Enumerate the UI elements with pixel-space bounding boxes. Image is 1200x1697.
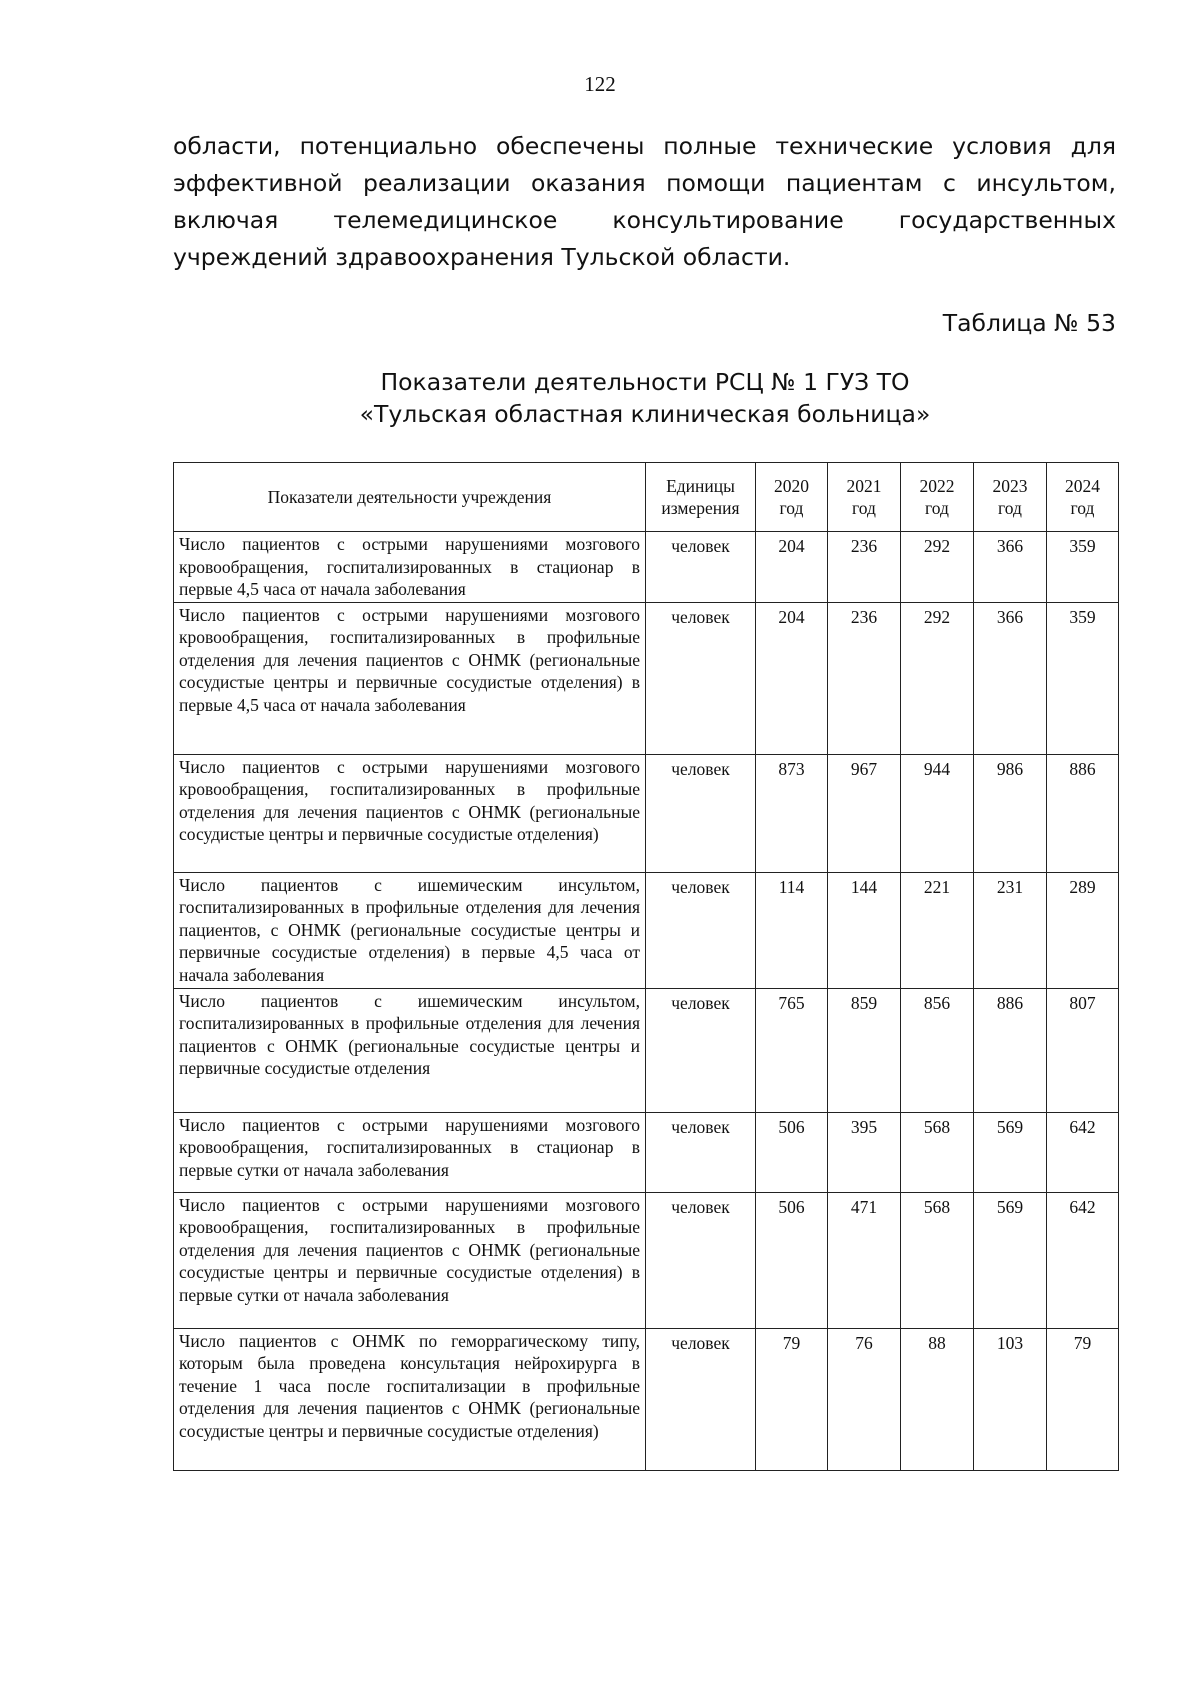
value-cell-2022: 292 — [901, 602, 974, 754]
unit-cell: человек — [646, 754, 756, 872]
value-cell-2021: 236 — [828, 602, 901, 754]
unit-cell: человек — [646, 602, 756, 754]
header-indicator: Показатели деятельности учреждения — [174, 463, 646, 532]
header-year-2024 — [1047, 463, 1119, 532]
value-cell-2020: 506 — [756, 1192, 828, 1328]
value-cell-2024: 359 — [1047, 532, 1119, 603]
table-row — [174, 1112, 1119, 1192]
value-cell-2023: 103 — [974, 1328, 1047, 1470]
value-cell-2021: 76 — [828, 1328, 901, 1470]
value-cell-2022: 88 — [901, 1328, 974, 1470]
table-row — [174, 1328, 1119, 1470]
header-unit-line-1: Единицы — [666, 475, 735, 496]
table-title-line-1: Показатели деятельности РСЦ № 1 ГУЗ ТО — [380, 368, 910, 396]
header-year-suffix: год — [852, 498, 876, 518]
header-year-value: 2023 — [992, 475, 1028, 496]
value-cell-2022: 856 — [901, 988, 974, 1112]
table-title-line-2: «Тульская областная клиническая больница» — [359, 400, 931, 428]
value-cell-2023: 569 — [974, 1112, 1047, 1192]
table-row — [174, 532, 1119, 603]
unit-cell: человек — [646, 1112, 756, 1192]
table-title — [0, 366, 1200, 430]
value-cell-2021: 859 — [828, 988, 901, 1112]
header-year-value: 2022 — [919, 475, 955, 496]
header-year-2023 — [974, 463, 1047, 532]
header-unit — [646, 463, 756, 532]
value-cell-2022: 221 — [901, 872, 974, 988]
value-cell-2023: 231 — [974, 872, 1047, 988]
value-cell-2024: 886 — [1047, 754, 1119, 872]
value-cell-2020: 765 — [756, 988, 828, 1112]
header-year-value: 2024 — [1065, 475, 1100, 496]
value-cell-2021: 471 — [828, 1192, 901, 1328]
value-cell-2020: 114 — [756, 872, 828, 988]
unit-cell: человек — [646, 1192, 756, 1328]
value-cell-2023: 366 — [974, 532, 1047, 603]
header-year-suffix: год — [1070, 498, 1095, 518]
unit-cell: человек — [646, 872, 756, 988]
value-cell-2020: 506 — [756, 1112, 828, 1192]
value-cell-2020: 873 — [756, 754, 828, 872]
value-cell-2023: 886 — [974, 988, 1047, 1112]
table-caption: Таблица № 53 — [942, 309, 1116, 337]
indicator-cell: Число пациентов с острыми нарушениями мозгового кровообращения, госпитализированных в профильные отделения для лечения пациентов с ОНМК (региональные сосудистые центры и первичные сосудистые отделения) в первые 4,5 часа от начала заболевания — [174, 602, 646, 754]
table-header-row — [174, 463, 1119, 532]
value-cell-2024: 359 — [1047, 602, 1119, 754]
header-unit-line-2: измерения — [661, 498, 740, 518]
table-row — [174, 1192, 1119, 1328]
indicator-cell: Число пациентов с острыми нарушениями мозгового кровообращения, госпитализированных в стационар в первые сутки от начала заболевания — [174, 1112, 646, 1192]
table-row — [174, 988, 1119, 1112]
value-cell-2023: 986 — [974, 754, 1047, 872]
value-cell-2023: 366 — [974, 602, 1047, 754]
indicators-table — [173, 462, 1119, 1471]
value-cell-2024: 79 — [1047, 1328, 1119, 1470]
page-number: 122 — [584, 72, 616, 96]
header-year-value: 2020 — [774, 475, 809, 496]
table-row — [174, 602, 1119, 754]
value-cell-2022: 292 — [901, 532, 974, 603]
header-year-suffix: год — [998, 498, 1022, 518]
indicator-cell: Число пациентов с ОНМК по геморрагическому типу, которым была проведена консультация нейрохирурга в течение 1 часа после госпитализации в профильные отделения для лечения пациентов с ОНМК (региональные сосудистые центры и первичные сосудистые отделения) — [174, 1328, 646, 1470]
header-year-2021 — [828, 463, 901, 532]
header-year-2020 — [756, 463, 828, 532]
indicator-cell: Число пациентов с ишемическим инсультом, госпитализированных в профильные отделения для лечения пациентов с ОНМК (региональные сосудистые центры и первичные сосудистые отделения — [174, 988, 646, 1112]
value-cell-2024: 289 — [1047, 872, 1119, 988]
value-cell-2022: 568 — [901, 1192, 974, 1328]
indicator-cell: Число пациентов с острыми нарушениями мозгового кровообращения, госпитализированных в профильные отделения для лечения пациентов с ОНМК (региональные сосудистые центры и первичные сосудистые отделения) — [174, 754, 646, 872]
value-cell-2021: 967 — [828, 754, 901, 872]
header-year-value: 2021 — [846, 475, 882, 496]
unit-cell: человек — [646, 1328, 756, 1470]
table-row — [174, 872, 1119, 988]
value-cell-2024: 807 — [1047, 988, 1119, 1112]
value-cell-2020: 204 — [756, 532, 828, 603]
value-cell-2021: 395 — [828, 1112, 901, 1192]
indicator-cell: Число пациентов с острыми нарушениями мозгового кровообращения, госпитализированных в стационар в первые 4,5 часа от начала заболевания — [174, 532, 646, 603]
value-cell-2020: 79 — [756, 1328, 828, 1470]
value-cell-2024: 642 — [1047, 1112, 1119, 1192]
unit-cell: человек — [646, 532, 756, 603]
header-year-suffix: год — [779, 498, 804, 518]
value-cell-2022: 568 — [901, 1112, 974, 1192]
table-row — [174, 754, 1119, 872]
unit-cell: человек — [646, 988, 756, 1112]
header-year-suffix: год — [925, 498, 949, 518]
value-cell-2020: 204 — [756, 602, 828, 754]
intro-paragraph: области, потенциально обеспечены полные технические условия для эффективной реализации оказания помощи пациентам с инсультом, включая телемедицинское консультирование государственных учреждений здравоохранения Тульской области. — [173, 132, 1116, 271]
value-cell-2021: 236 — [828, 532, 901, 603]
indicator-cell: Число пациентов с ишемическим инсультом, госпитализированных в профильные отделения для лечения пациентов, с ОНМК (региональные сосудистые центры и первичные сосудистые отделения) в первые 4,5 часа от начала заболевания — [174, 872, 646, 988]
value-cell-2023: 569 — [974, 1192, 1047, 1328]
value-cell-2021: 144 — [828, 872, 901, 988]
value-cell-2022: 944 — [901, 754, 974, 872]
value-cell-2024: 642 — [1047, 1192, 1119, 1328]
indicator-cell: Число пациентов с острыми нарушениями мозгового кровообращения, госпитализированных в профильные отделения для лечения пациентов с ОНМК (региональные сосудистые центры и первичные сосудистые отделения) в первые сутки от начала заболевания — [174, 1192, 646, 1328]
header-year-2022 — [901, 463, 974, 532]
